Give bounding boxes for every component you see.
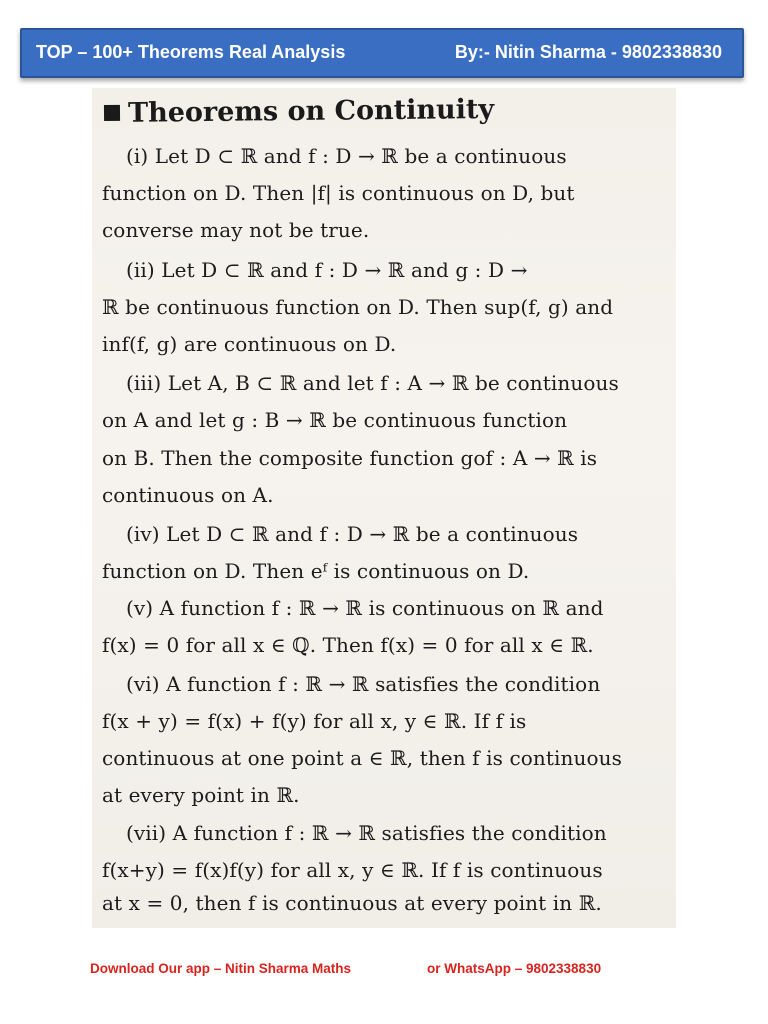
theorem-line: at x = 0, then f is continuous at every point in ℝ. [102,891,602,915]
scanned-page [92,88,676,928]
banner-title: TOP – 100+ Theorems Real Analysis [36,42,346,62]
theorem-line: f(x + y) = f(x) + f(y) for all x, y ∈ ℝ. If f is [102,709,527,733]
section-heading-text: Theorems on Continuity [127,93,495,129]
theorem-line: (iii) Let A, B ⊂ ℝ and let f : A → ℝ be continuous [126,371,619,395]
footer-whatsapp-text: or WhatsApp – 9802338830 [427,961,602,976]
theorem-line: continuous at one point a ∈ ℝ, then f is continuous [102,746,622,770]
theorem-line: (iv) Let D ⊂ ℝ and f : D → ℝ be a continuous [126,522,579,546]
theorem-line: f(x) = 0 for all x ∈ ℚ. Then f(x) = 0 for all x ∈ ℝ. [102,633,594,657]
theorem-line: continuous on A. [102,483,274,507]
theorem-line: (vi) A function f : ℝ → ℝ satisfies the condition [126,672,601,696]
theorem-line: inf(f, g) are continuous on D. [102,332,397,356]
footer-app-text: Download Our app – Nitin Sharma Maths [90,961,352,976]
theorem-line: (i) Let D ⊂ ℝ and f : D → ℝ be a continuous [126,144,567,168]
theorem-line: f(x+y) = f(x)f(y) for all x, y ∈ ℝ. If f is continuous [102,858,603,882]
theorem-line: ℝ be continuous function on D. Then sup(f, g) and [102,295,614,319]
theorem-line: (vii) A function f : ℝ → ℝ satisfies the condition [126,821,607,845]
theorem-line: (v) A function f : ℝ → ℝ is continuous on ℝ and [126,596,604,620]
theorem-line: at every point in ℝ. [102,783,300,807]
theorem-line: (ii) Let D ⊂ ℝ and f : D → ℝ and g : D → [126,258,528,282]
theorem-line: on A and let g : B → ℝ be continuous function [102,408,568,432]
theorem-line: function on D. Then eᶠ is continuous on D. [102,559,530,583]
banner-author: By:- Nitin Sharma - 9802338830 [454,42,722,62]
section-heading [104,94,494,129]
theorem-line: function on D. Then |f| is continuous on D, but [102,181,575,205]
theorem-line: converse may not be true. [102,218,370,242]
bullet-square-icon [104,105,120,121]
title-banner [20,28,744,78]
theorem-line: on B. Then the composite function gof : A → ℝ is [102,446,598,470]
